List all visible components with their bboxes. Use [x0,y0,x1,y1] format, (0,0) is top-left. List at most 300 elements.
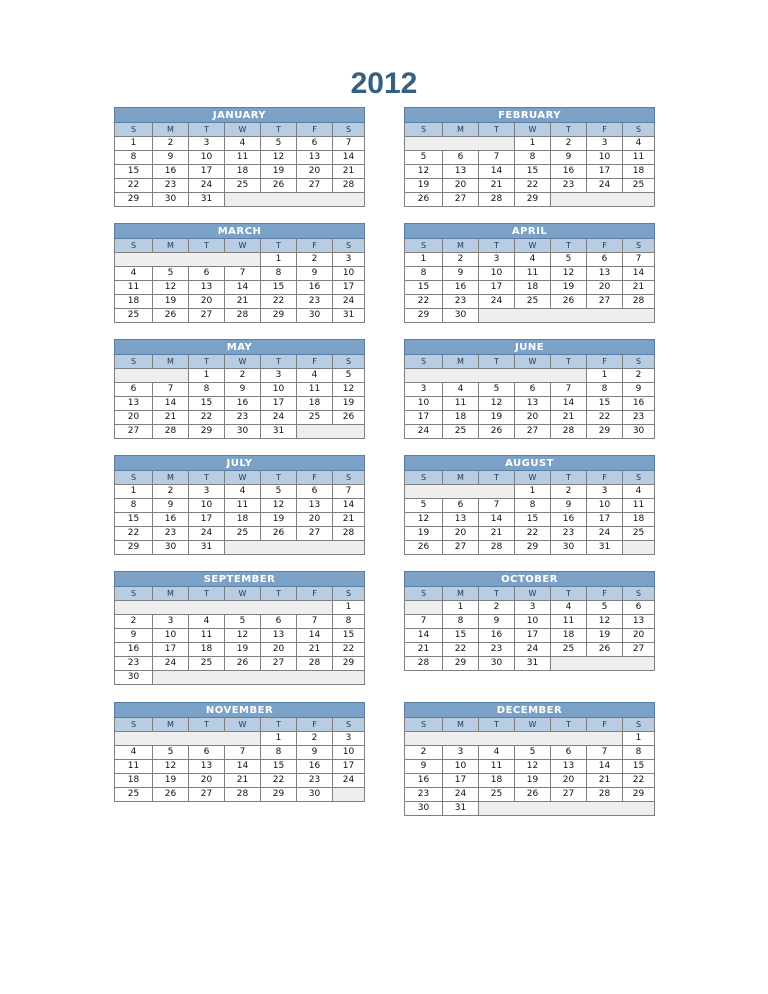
day-cell: 10 [515,615,551,629]
day-cell: 29 [115,541,153,555]
day-cell: 18 [225,165,261,179]
day-cell: 18 [443,411,479,425]
day-cell: 9 [623,383,655,397]
weekday-label: M [153,123,189,137]
day-cell: 8 [261,267,297,281]
day-cell: 6 [115,383,153,397]
day-cell: 27 [515,425,551,439]
day-cell: 23 [297,774,333,788]
weekday-label: T [189,239,225,253]
day-cell: 27 [115,425,153,439]
day-cell: 14 [587,760,623,774]
day-cell: 23 [115,657,153,671]
weekday-label: F [587,239,623,253]
day-cell: 13 [551,760,587,774]
day-cell: 14 [333,151,365,165]
day-cell: 2 [479,601,515,615]
day-cell: 12 [333,383,365,397]
day-cell: 23 [225,411,261,425]
day-cell: 28 [225,309,261,323]
day-cell: 15 [261,281,297,295]
day-cell: 28 [479,193,515,207]
day-cell: 22 [261,295,297,309]
weekday-label: F [587,355,623,369]
day-cell: 24 [587,527,623,541]
day-cell: 23 [551,527,587,541]
day-cell: 30 [623,425,655,439]
day-cell: 24 [153,657,189,671]
day-cell: 1 [443,601,479,615]
day-cell: 26 [225,657,261,671]
day-cell: 3 [261,369,297,383]
day-cell: 26 [153,309,189,323]
day-cell: 15 [115,513,153,527]
day-cell: 25 [115,309,153,323]
weekday-label: T [189,123,225,137]
day-cell: 17 [261,397,297,411]
day-cell: 28 [153,425,189,439]
day-cell: 25 [115,788,153,802]
day-cell: 9 [479,615,515,629]
day-cell: 23 [153,179,189,193]
day-cell: 2 [551,137,587,151]
day-cell: 22 [587,411,623,425]
day-cell: 25 [443,425,479,439]
month-name: SEPTEMBER [115,572,365,587]
day-cell: 1 [261,732,297,746]
weekday-label: T [551,239,587,253]
day-cell: 22 [515,179,551,193]
day-cell: 22 [115,527,153,541]
weekday-label: S [623,718,655,732]
month-february [404,107,655,207]
day-cell: 27 [189,788,225,802]
day-cell: 15 [587,397,623,411]
day-cell: 13 [261,629,297,643]
day-cell: 18 [189,643,225,657]
day-cell: 7 [297,615,333,629]
day-cell: 3 [189,485,225,499]
day-cell: 9 [153,499,189,513]
day-cell: 19 [515,774,551,788]
day-cell: 15 [623,760,655,774]
day-cell: 1 [623,732,655,746]
day-cell: 13 [443,165,479,179]
weekday-label: M [153,718,189,732]
day-cell: 13 [443,513,479,527]
day-cell: 16 [551,513,587,527]
day-cell: 13 [189,281,225,295]
day-cell: 2 [551,485,587,499]
day-cell: 15 [405,281,443,295]
empty-cell [405,369,587,383]
month-name: OCTOBER [405,572,655,587]
day-cell: 30 [297,788,333,802]
weekday-label: S [333,239,365,253]
day-cell: 17 [405,411,443,425]
day-cell: 21 [225,774,261,788]
weekday-label: W [515,123,551,137]
month-september [114,571,365,685]
day-cell: 30 [297,309,333,323]
day-cell: 24 [189,527,225,541]
day-cell: 18 [225,513,261,527]
day-cell: 16 [153,165,189,179]
day-cell: 7 [551,383,587,397]
day-cell: 31 [261,425,297,439]
day-cell: 2 [297,732,333,746]
weekday-label: S [623,123,655,137]
day-cell: 25 [225,527,261,541]
day-cell: 6 [515,383,551,397]
day-cell: 21 [297,643,333,657]
day-cell: 4 [115,746,153,760]
day-cell: 23 [551,179,587,193]
day-cell: 12 [153,281,189,295]
day-cell: 14 [479,165,515,179]
day-cell: 28 [333,527,365,541]
day-cell: 7 [587,746,623,760]
day-cell: 23 [443,295,479,309]
day-cell: 14 [225,760,261,774]
day-cell: 17 [333,760,365,774]
calendar-year-title: 2012 [350,67,418,100]
day-cell: 4 [551,601,587,615]
weekday-label: W [515,239,551,253]
day-cell: 2 [623,369,655,383]
day-cell: 9 [405,760,443,774]
month-name: JUNE [405,340,655,355]
weekday-label: W [515,355,551,369]
day-cell: 30 [479,657,515,671]
day-cell: 12 [405,513,443,527]
day-cell: 26 [515,788,551,802]
day-cell: 21 [623,281,655,295]
day-cell: 22 [623,774,655,788]
empty-cell [333,788,365,802]
day-cell: 8 [443,615,479,629]
day-cell: 27 [443,541,479,555]
empty-cell [115,732,261,746]
day-cell: 8 [405,267,443,281]
day-cell: 26 [479,425,515,439]
day-cell: 11 [623,151,655,165]
weekday-label: S [115,718,153,732]
month-december [404,702,655,816]
day-cell: 27 [261,657,297,671]
day-cell: 24 [587,179,623,193]
weekday-label: W [515,718,551,732]
day-cell: 6 [623,601,655,615]
day-cell: 4 [479,746,515,760]
day-cell: 28 [297,657,333,671]
day-cell: 8 [189,383,225,397]
day-cell: 20 [443,179,479,193]
weekday-label: F [297,355,333,369]
day-cell: 3 [443,746,479,760]
day-cell: 14 [551,397,587,411]
day-cell: 17 [515,629,551,643]
day-cell: 4 [623,485,655,499]
day-cell: 28 [551,425,587,439]
day-cell: 16 [153,513,189,527]
weekday-label: M [443,239,479,253]
month-name: DECEMBER [405,703,655,718]
day-cell: 5 [479,383,515,397]
weekday-label: S [623,587,655,601]
day-cell: 24 [333,774,365,788]
weekday-label: S [115,123,153,137]
empty-cell [623,541,655,555]
day-cell: 6 [551,746,587,760]
day-cell: 5 [333,369,365,383]
weekday-label: F [587,587,623,601]
day-cell: 13 [587,267,623,281]
weekday-label: M [443,471,479,485]
weekday-label: M [153,587,189,601]
day-cell: 18 [551,629,587,643]
day-cell: 11 [225,151,261,165]
day-cell: 1 [587,369,623,383]
weekday-label: S [405,718,443,732]
weekday-label: M [153,471,189,485]
day-cell: 16 [443,281,479,295]
day-cell: 9 [115,629,153,643]
day-cell: 1 [189,369,225,383]
day-cell: 7 [333,137,365,151]
day-cell: 18 [297,397,333,411]
day-cell: 19 [333,397,365,411]
day-cell: 22 [189,411,225,425]
day-cell: 2 [297,253,333,267]
day-cell: 12 [405,165,443,179]
day-cell: 22 [115,179,153,193]
day-cell: 30 [405,802,443,816]
weekday-label: M [153,355,189,369]
day-cell: 5 [153,746,189,760]
day-cell: 15 [115,165,153,179]
weekday-label: M [443,718,479,732]
day-cell: 9 [551,499,587,513]
day-cell: 17 [333,281,365,295]
day-cell: 20 [515,411,551,425]
day-cell: 4 [443,383,479,397]
day-cell: 1 [515,137,551,151]
day-cell: 26 [333,411,365,425]
month-january [114,107,365,207]
month-name: JANUARY [115,108,365,123]
day-cell: 6 [443,499,479,513]
day-cell: 17 [153,643,189,657]
day-cell: 29 [261,309,297,323]
weekday-label: T [479,123,515,137]
empty-cell [297,425,365,439]
day-cell: 16 [297,760,333,774]
weekday-label: T [261,587,297,601]
day-cell: 5 [515,746,551,760]
month-may [114,339,365,439]
day-cell: 3 [333,732,365,746]
day-cell: 13 [515,397,551,411]
day-cell: 19 [261,165,297,179]
day-cell: 19 [153,295,189,309]
day-cell: 21 [479,179,515,193]
day-cell: 21 [153,411,189,425]
day-cell: 28 [225,788,261,802]
month-name: NOVEMBER [115,703,365,718]
day-cell: 17 [443,774,479,788]
day-cell: 19 [225,643,261,657]
day-cell: 10 [189,151,225,165]
day-cell: 10 [333,746,365,760]
day-cell: 2 [153,485,189,499]
day-cell: 25 [189,657,225,671]
weekday-label: T [189,471,225,485]
day-cell: 2 [153,137,189,151]
day-cell: 27 [189,309,225,323]
day-cell: 19 [405,527,443,541]
day-cell: 29 [443,657,479,671]
weekday-label: S [333,471,365,485]
day-cell: 20 [623,629,655,643]
day-cell: 23 [479,643,515,657]
day-cell: 19 [479,411,515,425]
day-cell: 29 [115,193,153,207]
day-cell: 2 [225,369,261,383]
day-cell: 7 [333,485,365,499]
weekday-label: S [115,587,153,601]
day-cell: 3 [189,137,225,151]
day-cell: 1 [405,253,443,267]
day-cell: 18 [515,281,551,295]
weekday-label: W [515,587,551,601]
day-cell: 12 [261,499,297,513]
day-cell: 31 [587,541,623,555]
day-cell: 26 [551,295,587,309]
weekday-label: S [623,471,655,485]
day-cell: 21 [333,165,365,179]
day-cell: 30 [153,193,189,207]
day-cell: 7 [153,383,189,397]
weekday-label: F [587,123,623,137]
empty-cell [225,193,365,207]
weekday-label: S [115,239,153,253]
day-cell: 7 [479,151,515,165]
day-cell: 6 [261,615,297,629]
day-cell: 18 [623,165,655,179]
day-cell: 6 [297,485,333,499]
day-cell: 1 [115,137,153,151]
day-cell: 23 [153,527,189,541]
day-cell: 22 [515,527,551,541]
day-cell: 20 [189,774,225,788]
weekday-label: F [297,718,333,732]
weekday-label: T [479,355,515,369]
day-cell: 16 [623,397,655,411]
day-cell: 14 [479,513,515,527]
empty-cell [115,601,333,615]
weekday-label: F [587,718,623,732]
day-cell: 6 [587,253,623,267]
day-cell: 29 [515,193,551,207]
empty-cell [479,802,655,816]
day-cell: 20 [115,411,153,425]
day-cell: 23 [623,411,655,425]
day-cell: 7 [405,615,443,629]
weekday-label: S [333,123,365,137]
day-cell: 5 [405,151,443,165]
weekday-label: T [551,471,587,485]
day-cell: 20 [551,774,587,788]
day-cell: 5 [225,615,261,629]
day-cell: 11 [479,760,515,774]
day-cell: 1 [261,253,297,267]
day-cell: 24 [189,179,225,193]
day-cell: 8 [623,746,655,760]
weekday-label: T [189,355,225,369]
weekday-label: T [479,718,515,732]
weekday-label: F [587,471,623,485]
day-cell: 6 [189,267,225,281]
empty-cell [405,137,515,151]
day-cell: 18 [115,774,153,788]
day-cell: 4 [189,615,225,629]
day-cell: 16 [115,643,153,657]
day-cell: 21 [225,295,261,309]
day-cell: 31 [443,802,479,816]
day-cell: 19 [153,774,189,788]
day-cell: 10 [261,383,297,397]
month-name: FEBRUARY [405,108,655,123]
day-cell: 1 [333,601,365,615]
day-cell: 15 [189,397,225,411]
day-cell: 8 [115,151,153,165]
day-cell: 12 [153,760,189,774]
day-cell: 16 [479,629,515,643]
day-cell: 20 [261,643,297,657]
day-cell: 25 [297,411,333,425]
month-name: MAY [115,340,365,355]
day-cell: 25 [623,527,655,541]
day-cell: 21 [551,411,587,425]
day-cell: 10 [479,267,515,281]
day-cell: 10 [153,629,189,643]
weekday-label: S [405,123,443,137]
empty-cell [405,485,515,499]
weekday-label: S [115,471,153,485]
day-cell: 8 [515,151,551,165]
empty-cell [225,541,365,555]
day-cell: 23 [405,788,443,802]
day-cell: 30 [443,309,479,323]
day-cell: 12 [225,629,261,643]
day-cell: 3 [479,253,515,267]
day-cell: 7 [225,267,261,281]
day-cell: 16 [225,397,261,411]
day-cell: 17 [189,165,225,179]
month-october [404,571,655,671]
day-cell: 5 [587,601,623,615]
day-cell: 20 [297,165,333,179]
day-cell: 17 [587,513,623,527]
day-cell: 14 [623,267,655,281]
day-cell: 2 [405,746,443,760]
day-cell: 11 [115,760,153,774]
weekday-label: M [153,239,189,253]
month-name: APRIL [405,224,655,239]
day-cell: 5 [405,499,443,513]
day-cell: 21 [333,513,365,527]
